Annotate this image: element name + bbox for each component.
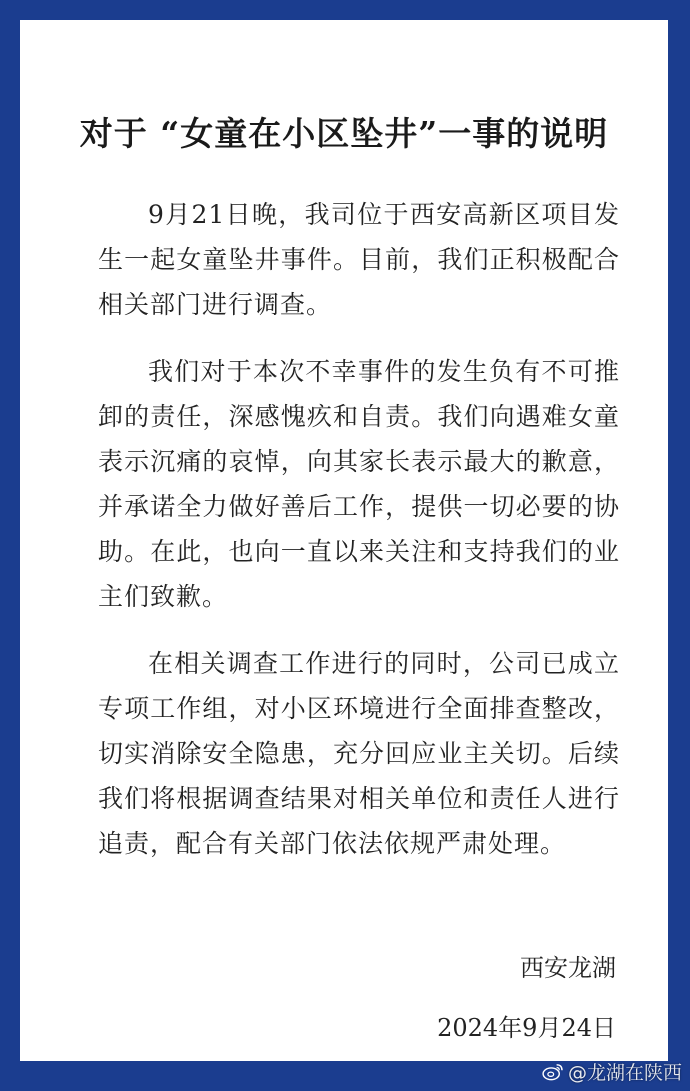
paragraph-2: 我们对于本次不幸事件的发生负有不可推卸的责任，深感愧疚和自责。我们向遇难女童表示沉痛的哀悼，向其家长表示最大的歉意，并承诺全力做好善后工作，提供一切必要的协助。在此，也向一直以来关注和支持我们的业主们致歉。 xyxy=(98,357,620,611)
signature-date: 2024年9月24日 xyxy=(437,1014,616,1042)
watermark xyxy=(542,1058,682,1085)
document-page xyxy=(20,20,668,1061)
paragraph-1: 9月21日晚，我司位于西安高新区项目发生一起女童坠井事件。目前，我们正积极配合相关部门进行调查。 xyxy=(98,200,620,319)
document-title: 对于 “女童在小区坠井”一事的说明 xyxy=(79,114,609,153)
weibo-icon xyxy=(542,1063,564,1081)
watermark-text: @龙湖在陕西 xyxy=(567,1062,682,1084)
document-body xyxy=(98,192,620,888)
signature-company: 西安龙湖 xyxy=(520,954,616,982)
paragraph-3: 在相关调查工作进行的同时，公司已成立专项工作组，对小区环境进行全面排查整改，切实消除安全隐患，充分回应业主关切。后续我们将根据调查结果对相关单位和责任人进行追责，配合有关部门依法依规严肃处理。 xyxy=(98,649,620,858)
